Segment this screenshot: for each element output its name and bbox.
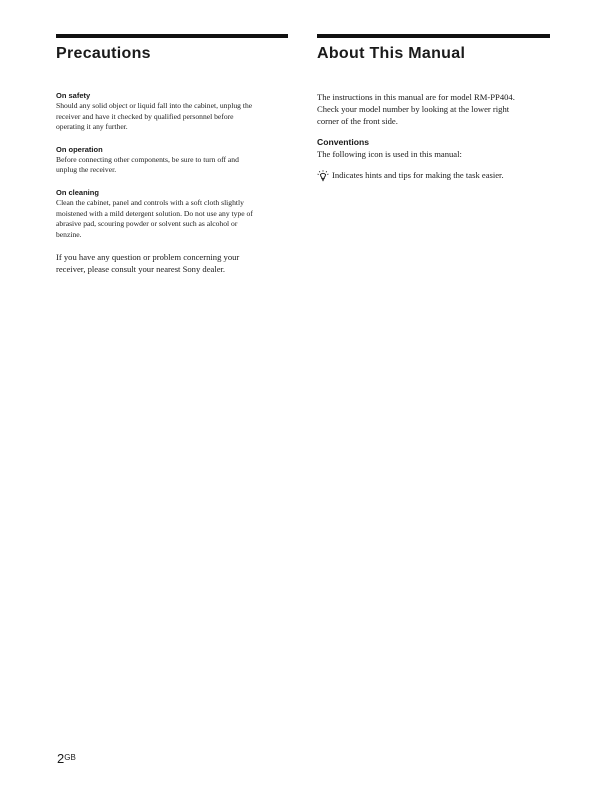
cleaning-line: Clean the cabinet, panel and controls with a soft cloth slightly: [56, 197, 244, 207]
operation-heading: On operation: [56, 144, 103, 154]
safety-section: [56, 91, 288, 133]
intro-line: The instructions in this manual are for model RM-PP404.: [317, 92, 515, 102]
operation-section: [56, 145, 288, 176]
safety-heading: On safety: [56, 91, 91, 100]
tip-row: [317, 169, 550, 181]
page-number: [57, 752, 76, 766]
precautions-column: [56, 34, 288, 275]
page-number-value: 2: [57, 751, 65, 766]
operation-line: unplug the receiver.: [56, 165, 117, 175]
intro-line: corner of the front side.: [317, 116, 398, 126]
cleaning-line: abrasive pad, scouring powder or solvent such as alcohol or: [56, 219, 238, 229]
heading-rule: [56, 34, 288, 38]
operation-line: Before connecting other components, be sure to turn off and: [56, 154, 239, 164]
conventions-section: [317, 137, 550, 181]
safety-line: Should any solid object or liquid fall into the cabinet, unplug the: [56, 101, 253, 110]
dealer-note-line: If you have any question or problem concerning your: [56, 252, 240, 263]
cleaning-section: [56, 188, 288, 240]
heading-rule: [317, 34, 550, 38]
cleaning-line: moistened with a mild detergent solution. Do not use any type of: [56, 208, 253, 218]
dealer-note-line: receiver, please consult your nearest Sony dealer.: [56, 264, 226, 275]
intro-paragraph: [317, 91, 550, 127]
conventions-text: The following icon is used in this manual:: [317, 149, 462, 159]
about-manual-column: [317, 34, 550, 181]
precautions-title: Precautions: [56, 45, 151, 62]
page-number-suffix: GB: [64, 753, 76, 762]
cleaning-heading: On cleaning: [56, 187, 99, 197]
tip-text: Indicates hints and tips for making the task easier.: [332, 170, 504, 180]
dealer-note: [56, 251, 288, 275]
intro-line: Check your model number by looking at the lower right: [317, 104, 510, 114]
conventions-heading: Conventions: [317, 137, 370, 147]
cleaning-line: benzine.: [56, 229, 82, 239]
safety-line: receiver and have it checked by qualified personnel before: [56, 111, 234, 121]
lightbulb-icon: [317, 169, 329, 181]
safety-line: operating it any further.: [56, 122, 128, 132]
about-manual-title: About This Manual: [317, 45, 466, 62]
